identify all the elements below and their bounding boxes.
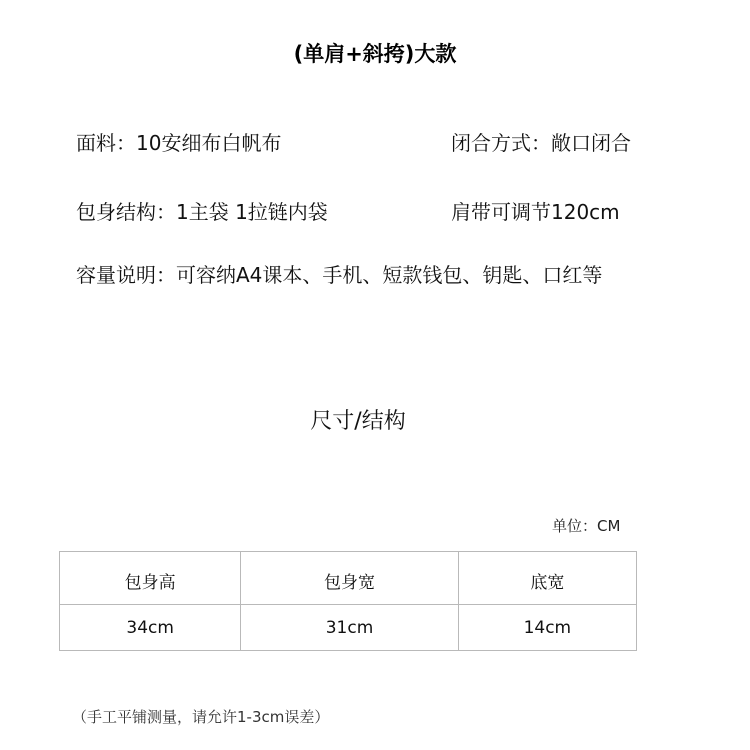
value-bag-height: 34cm xyxy=(60,605,241,651)
spec-structure: 包身结构：1主袋 1拉链内袋 xyxy=(76,200,328,224)
spec-material: 面料：10安细布白帆布 xyxy=(76,131,282,155)
table-header-row xyxy=(60,552,637,605)
spec-strap: 肩带可调节120cm xyxy=(451,200,620,224)
size-section-title: 尺寸/结构 xyxy=(310,409,406,434)
value-bottom-width: 14cm xyxy=(458,605,636,651)
dimensions-table xyxy=(59,551,637,651)
table-row xyxy=(60,605,637,651)
measurement-note: （手工平铺测量，请允许1-3cm误差） xyxy=(72,708,330,726)
spec-capacity: 容量说明：可容纳A4课本、手机、短款钱包、钥匙、口红等 xyxy=(76,263,603,287)
header-bag-width: 包身宽 xyxy=(241,552,458,605)
header-bag-height: 包身高 xyxy=(60,552,241,605)
spec-closure: 闭合方式：敞口闭合 xyxy=(451,131,631,155)
value-bag-width: 31cm xyxy=(241,605,458,651)
header-bottom-width: 底宽 xyxy=(458,552,636,605)
product-title: (单肩+斜挎)大款 xyxy=(293,42,457,66)
unit-label: 单位：CM xyxy=(552,517,621,535)
